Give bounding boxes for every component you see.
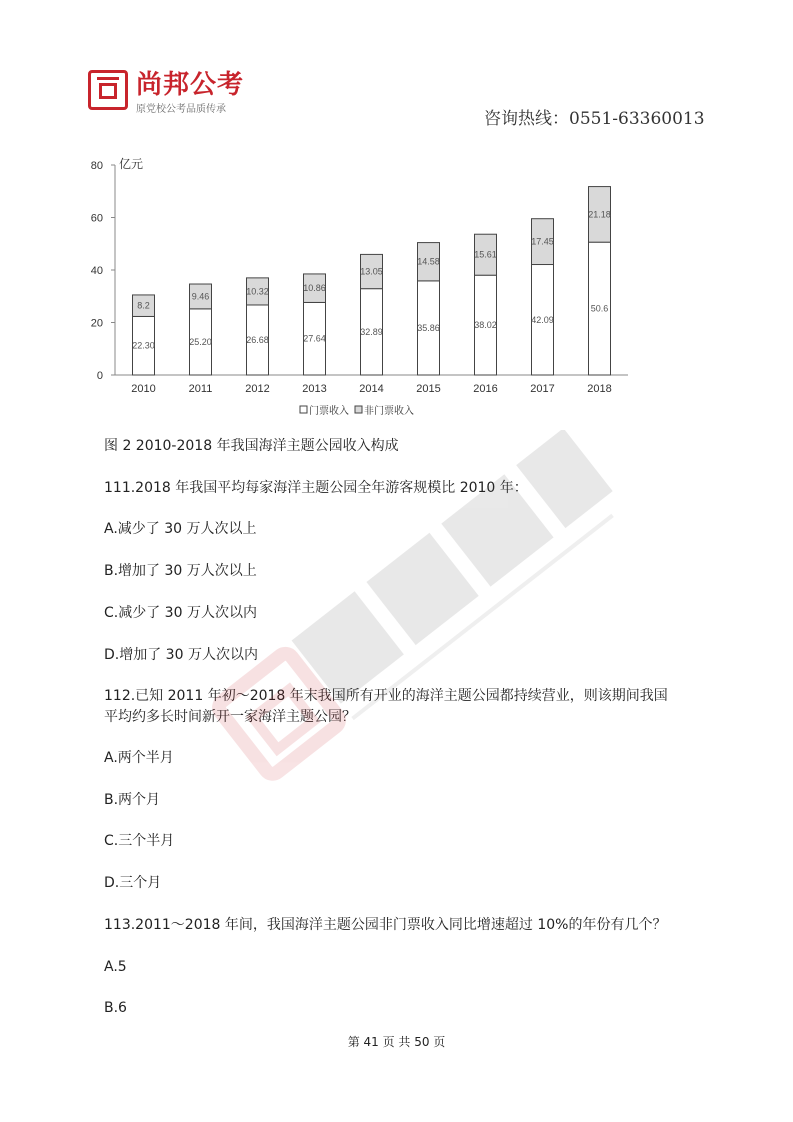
q111-stem: 111.2018 年我国平均每家海洋主题公园全年游客规模比 2010 年： <box>104 480 528 496</box>
legend-swatch-non-ticket <box>355 406 362 413</box>
legend-label-non-ticket: 非门票收入 <box>364 406 414 417</box>
q111-option-c: C.减少了 30 万人次以内 <box>104 605 257 621</box>
logo-name: 尚邦公考 <box>136 70 245 100</box>
q112-option-d: D.三个月 <box>104 875 162 891</box>
data-label: 25.20 <box>189 336 212 347</box>
x-tick-label: 2017 <box>530 383 555 395</box>
y-axis-label: 亿元 <box>119 157 144 171</box>
x-tick-label: 2014 <box>359 383 384 395</box>
q113-stem: 113.2011～2018 年间，我国海洋主题公园非门票收入同比增速超过 10%的年份有几个？ <box>104 917 667 933</box>
x-tick-label: 2012 <box>245 383 270 395</box>
y-tick-label: 40 <box>90 265 103 277</box>
logo-tagline: 原党校公考品质传承 <box>136 104 226 115</box>
x-tick-label: 2011 <box>188 383 213 395</box>
q112-option-a: A.两个半月 <box>104 750 174 766</box>
q113-option-a: A.5 <box>104 959 127 975</box>
q112-stem-line1: 112.已知 2011 年初～2018 年末我国所有开业的海洋主题公园都持续营业，则该期间我国 <box>104 688 668 704</box>
legend-swatch-ticket <box>300 406 307 413</box>
data-label: 21.18 <box>588 209 611 220</box>
page-footer: 第 41 页 共 50 页 <box>347 1035 446 1049</box>
hotline-text: 咨询热线：0551-63360013 <box>484 109 705 129</box>
data-label: 27.64 <box>303 333 326 344</box>
data-label: 9.46 <box>191 291 210 302</box>
data-label: 15.61 <box>474 249 497 260</box>
x-tick-label: 2016 <box>473 383 498 395</box>
data-label: 13.05 <box>360 266 383 277</box>
x-tick-label: 2018 <box>587 383 612 395</box>
data-label: 22.30 <box>132 340 155 351</box>
data-label: 38.02 <box>474 320 497 331</box>
revenue-stacked-bar-chart <box>80 150 640 430</box>
x-tick-label: 2010 <box>131 383 156 395</box>
logo-icon <box>88 70 128 110</box>
q111-option-a: A.减少了 30 万人次以上 <box>104 521 257 537</box>
q111-option-d: D.增加了 30 万人次以内 <box>104 647 258 663</box>
q112-option-c: C.三个半月 <box>104 833 175 849</box>
q112-stem-line2: 平均约多长时间新开一家海洋主题公园？ <box>104 709 356 725</box>
data-label: 8.2 <box>137 300 150 311</box>
x-tick-label: 2013 <box>302 383 327 395</box>
y-tick-label: 60 <box>90 212 103 225</box>
data-label: 35.86 <box>417 322 440 333</box>
data-label: 17.45 <box>531 236 554 247</box>
y-tick-label: 80 <box>90 160 103 172</box>
data-label: 14.58 <box>417 256 440 267</box>
q113-option-b: B.6 <box>104 1000 127 1016</box>
data-label: 26.68 <box>246 334 269 345</box>
brand-logo <box>88 70 278 116</box>
data-label: 42.09 <box>531 314 554 325</box>
x-tick-label: 2015 <box>416 383 441 395</box>
data-label: 50.6 <box>590 303 609 314</box>
data-label: 10.86 <box>303 283 326 294</box>
y-tick-label: 0 <box>96 370 103 382</box>
legend-label-ticket: 门票收入 <box>309 406 349 417</box>
data-label: 10.32 <box>246 286 269 297</box>
figure-caption: 图 2 2010-2018 年我国海洋主题公园收入构成 <box>104 438 399 454</box>
q111-option-b: B.增加了 30 万人次以上 <box>104 563 257 579</box>
data-label: 32.89 <box>360 326 383 337</box>
q112-option-b: B.两个月 <box>104 792 161 808</box>
y-tick-label: 20 <box>90 317 103 330</box>
